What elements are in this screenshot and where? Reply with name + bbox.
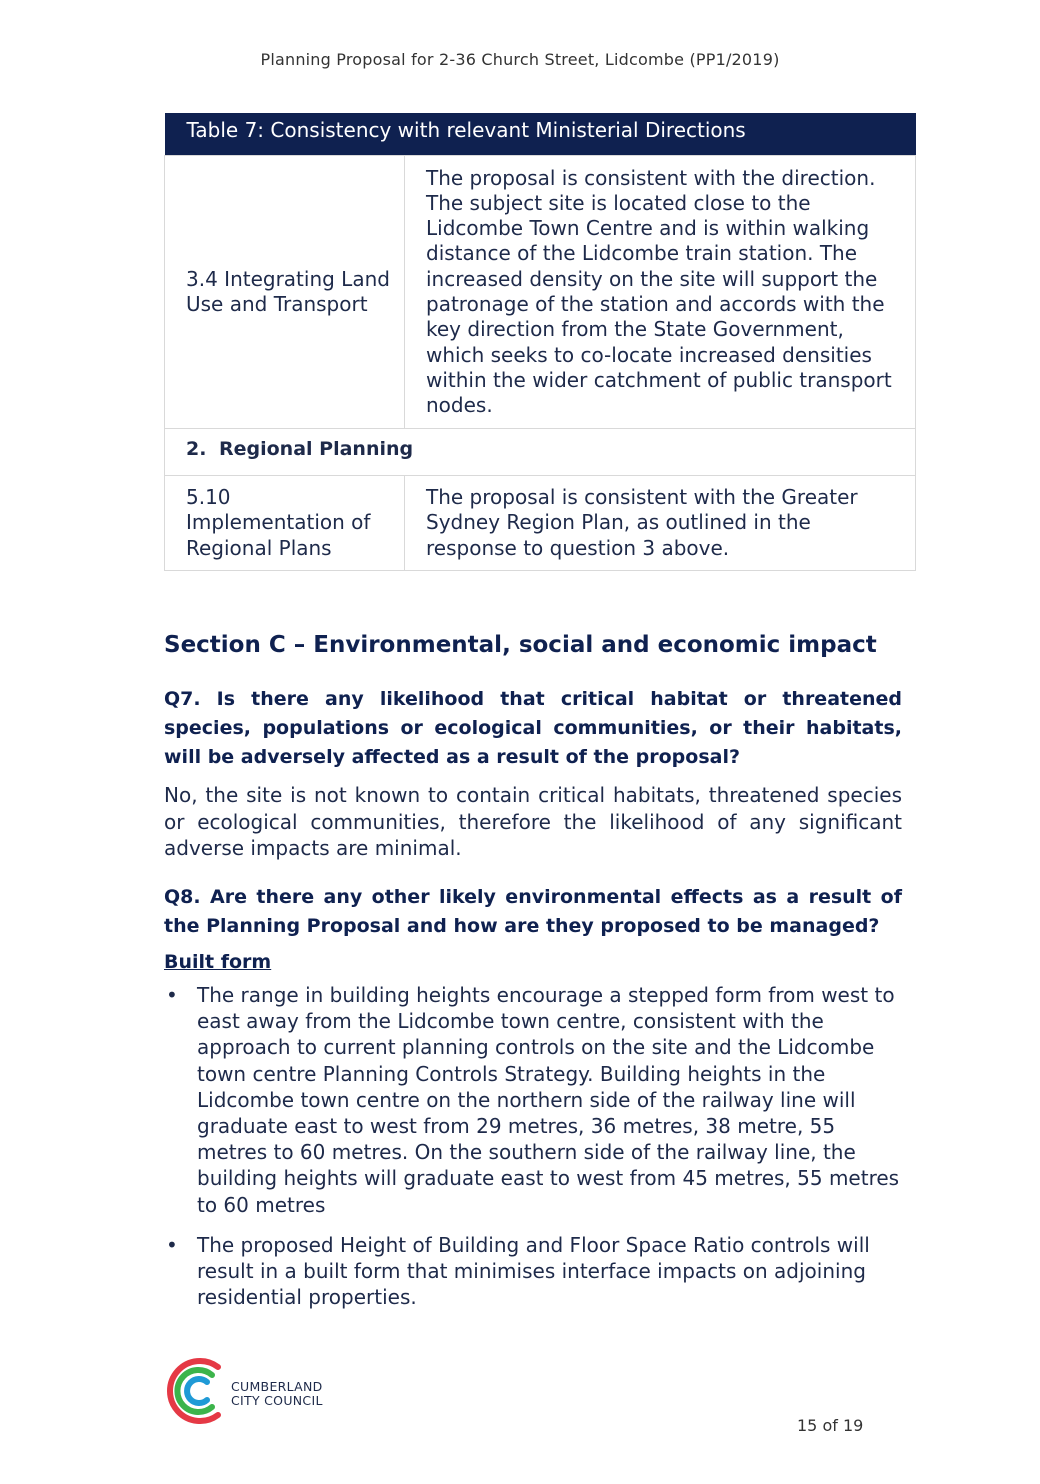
page-number: 15 of 19 bbox=[797, 1416, 864, 1435]
section-heading: Section C – Environmental, social and economic impact bbox=[164, 632, 877, 658]
council-logo-text bbox=[231, 1380, 323, 1408]
table-caption: Table 7: Consistency with relevant Ministerial Directions bbox=[165, 113, 916, 156]
consistency-table bbox=[164, 113, 916, 571]
table-row bbox=[165, 476, 916, 571]
bullet-icon: • bbox=[166, 1232, 178, 1257]
directions-table bbox=[164, 113, 916, 571]
table-row bbox=[165, 156, 916, 429]
bullet-icon: • bbox=[166, 983, 178, 1007]
group-number: 2. bbox=[186, 438, 207, 461]
response-cell: The proposal is consistent with the direction. The subject site is located close to the Lidcombe Town Centre and is within walking distance of the Lidcombe train station. The increased density on the site will support the patronage of the station and accords with the key direction from the State Government, which seeks to co-locate increased densities within the wider catchment of public transport nodes. bbox=[405, 156, 916, 429]
question-q7: Q7. Is there any likelihood that critical habitat or threatened species, populations or ecological communities, or their habitats, will be adversely affected as a result of the proposal? bbox=[164, 688, 902, 768]
question-q8: Q8. Are there any other likely environmental effects as a result of the Planning Proposal and how are they proposed to be managed? bbox=[164, 886, 902, 937]
logo-line: CITY COUNCIL bbox=[231, 1393, 323, 1408]
list-item-text: The proposed Height of Building and Floor Space Ratio controls will result in a built form that minimises interface impacts on adjoining residential properties. bbox=[197, 1232, 870, 1310]
list-item bbox=[164, 982, 904, 1218]
running-header: Planning Proposal for 2-36 Church Street, Lidcombe (PP1/2019) bbox=[260, 50, 780, 69]
list-item bbox=[164, 1232, 904, 1311]
direction-cell: 5.10 Implementation of Regional Plans bbox=[165, 476, 405, 571]
answer-q7: No, the site is not known to contain critical habitats, threatened species or ecological communities, therefore the likelihood of any significant adverse impacts are minimal. bbox=[164, 783, 902, 860]
built-form-list bbox=[164, 982, 904, 1324]
list-item-text: The range in building heights encourage a stepped form from west to east away from the Lidcombe town centre, consistent with the approach to current planning controls on the site and the Lidcombe town centre Planning Controls Strategy. Building heights in the Lidcombe town centre on the northern side of the railway line will graduate east to west from 29 metres, 36 metres, 38 metre, 55 metres to 60 metres. On the southern side of the railway line, the building heights will graduate east to west from 45 metres, 55 metres to 60 metres bbox=[197, 983, 900, 1217]
built-form-subheading: Built form bbox=[164, 951, 272, 973]
logo-line: CUMBERLAND bbox=[231, 1379, 323, 1394]
direction-cell: 3.4 Integrating Land Use and Transport bbox=[165, 156, 405, 429]
group-label: Regional Planning bbox=[219, 438, 414, 461]
response-cell: The proposal is consistent with the Greater Sydney Region Plan, as outlined in the response to question 3 above. bbox=[405, 476, 916, 571]
group-cell bbox=[165, 429, 916, 476]
council-logo-icon bbox=[162, 1355, 234, 1427]
table-group-row bbox=[165, 429, 916, 476]
